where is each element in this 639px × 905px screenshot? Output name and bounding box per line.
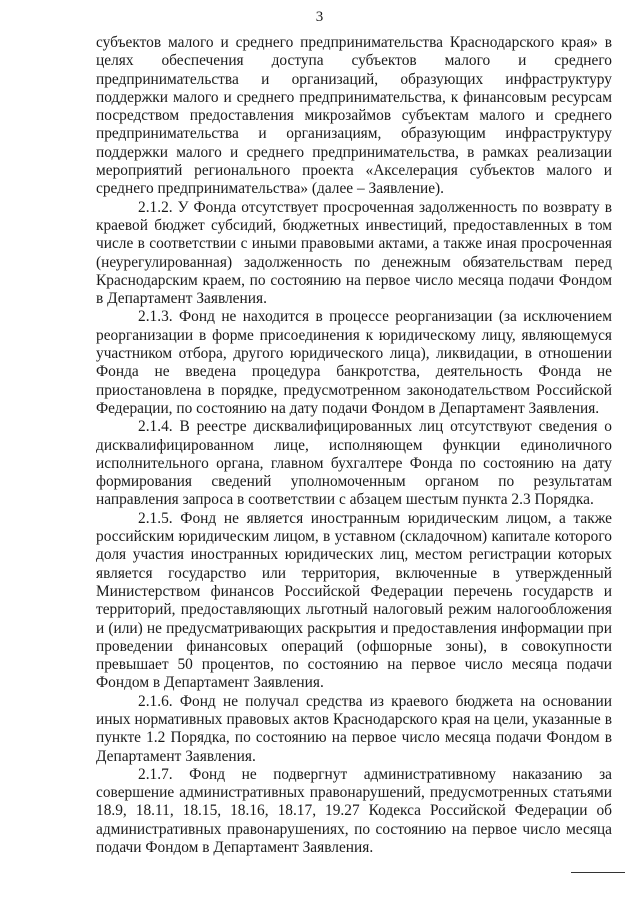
paragraph-2-1-4: 2.1.4. В реестре дисквалифицированных лиц отсутствуют сведения о дисквалифицированном лице, исполняющем функции единоличного исполнительного органа, главном бухгалтере Фонда по состоянию на дату формирования сведений уполномоченным органом по результатам направления запроса в соответствии с абзацем шестым пункта 2.3 Порядка. bbox=[96, 418, 612, 509]
page-number: 3 bbox=[315, 9, 324, 25]
paragraph-2-1-5: 2.1.5. Фонд не является иностранным юридическим лицом, а также российским юридическим лицом, в уставном (складочном) капитале которого доля участия иностранных юридических лиц, местом регистрации которых является государство или территория, включенные в утвержденный Министерством финансов Российской Федерации перечень государств и территорий, предоставляющих льготный налоговый режим налогообложения и (или) не предусматривающих раскрытия и предоставления информации при проведении финансовых операций (офшорные зоны), в совокупности превышает 50 процентов, по состоянию на первое число месяца подачи Фондом в Департамент Заявления. bbox=[96, 509, 612, 692]
paragraph-2-1-6: 2.1.6. Фонд не получал средства из краевого бюджета на основании иных нормативных правовых актов Краснодарского края на цели, указанные в пункте 1.2 Порядка, по состоянию на первое число месяца подачи Фондом в Департамент Заявления. bbox=[96, 692, 612, 765]
paragraph-2-1-7: 2.1.7. Фонд не подвергнут административному наказанию за совершение административных правонарушений, предусмотренных статьями 18.9, 18.11, 18.15, 18.16, 18.17, 19.27 Кодекса Российской Федерации об административных правонарушениях, по состоянию на первое число месяца подачи Фондом в Департамент Заявления. bbox=[96, 765, 612, 857]
paragraph-continuation: субъектов малого и среднего предпринимательства Краснодарского края» в целях обеспечения доступа субъектов малого и среднего предпринимательства и организаций, образующих инфраструктуру поддержки малого и среднего предпринимательства, к финансовым ресурсам посредством предоставления микрозаймов субъектам малого и среднего предпринимательства и организациям, образующим инфраструктуру поддержки малого и среднего предпринимательства, в рамках реализации мероприятий регионального проекта «Акселерация субъектов малого и среднего предпринимательства» (далее – Заявление). bbox=[96, 34, 612, 198]
footer-divider bbox=[571, 872, 625, 873]
paragraph-2-1-2: 2.1.2. У Фонда отсутствует просроченная задолженность по возврату в краевой бюджет субсидий, бюджетных инвестиций, предоставленных в том числе в соответствии с иными правовыми актами, а также иная просроченная (неурегулированная) задолженность по денежным обязательствам перед Краснодарским краем, по состоянию на первое число месяца подачи Фондом в Департамент Заявления. bbox=[96, 198, 612, 308]
paragraph-2-1-3: 2.1.3. Фонд не находится в процессе реорганизации (за исключением реорганизации в форме присоединения к юридическому лицу, являющемуся участником отбора, другого юридического лица), ликвидации, в отношении Фонда не введена процедура банкротства, деятельность Фонда не приостановлена в порядке, предусмотренном законодательством Российской Федерации, по состоянию на дату подачи Фондом в Департамент Заявления. bbox=[96, 308, 612, 417]
document-body bbox=[96, 34, 612, 857]
